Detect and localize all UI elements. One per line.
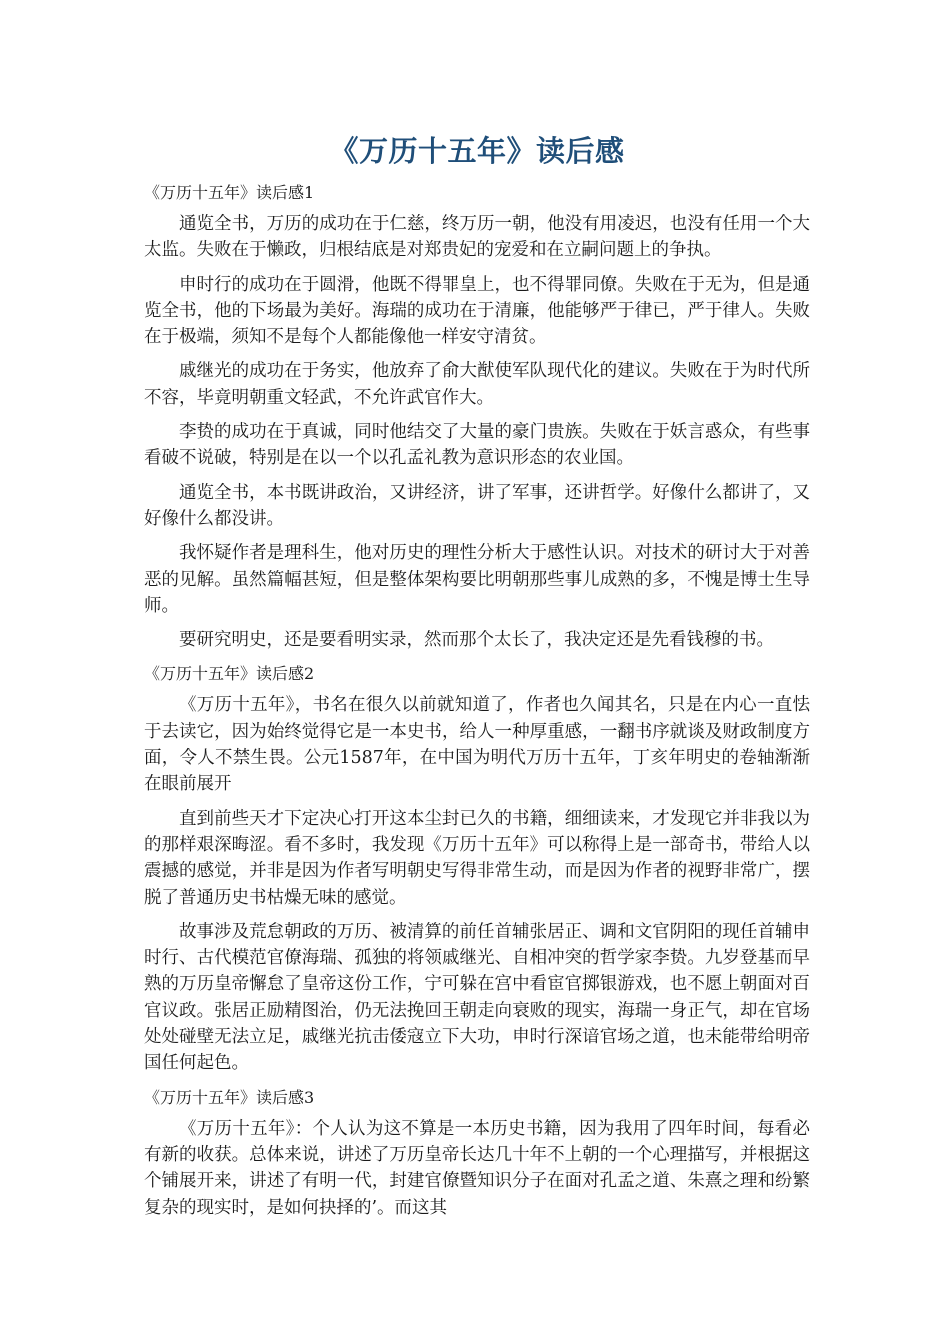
paragraph: 《万历十五年》，书名在很久以前就知道了，作者也久闻其名，只是在内心一直怯于去读它，因为始终觉得它是一本史书，给人一种厚重感，一翻书序就谈及财政制度方面，令人不禁生畏。公元1587年，在中国为明代万历十五年，丁亥年明史的卷轴渐渐在眼前展开 [144, 695, 810, 795]
essay-section-1 [144, 180, 810, 653]
paragraph: 《万历十五年》：个人认为这不算是一本历史书籍，因为我用了四年时间，每看必有新的收获。总体来说，讲述了万历皇帝长达几十年不上朝的一个心理描写，并根据这个铺展开来，讲述了有明一代，封建官僚暨知识分子在面对孔孟之道、朱熹之理和纷繁复杂的现实时，是如何抉择的’。而这其 [144, 1118, 810, 1218]
paragraph: 要研究明史，还是要看明实录，然而那个太长了，我决定还是先看钱穆的书。 [179, 630, 774, 651]
paragraph: 李贽的成功在于真诚，同时他结交了大量的豪门贵族。失败在于妖言惑众，有些事看破不说破，特别是在以一个以孔孟礼教为意识形态的农业国。 [144, 422, 810, 469]
section-heading: 《万历十五年》读后感3 [144, 1087, 315, 1107]
section-heading: 《万历十五年》读后感1 [144, 183, 315, 202]
paragraph: 我怀疑作者是理科生，他对历史的理性分析大于感性认识。对技术的研讨大于对善恶的见解。虽然篇幅甚短，但是整体架构要比明朝那些事儿成熟的多，不愧是博士生导师。 [144, 543, 810, 616]
document-page [144, 128, 810, 1229]
paragraph: 戚继光的成功在于务实，他放弃了俞大猷使军队现代化的建议。失败在于为时代所不容，毕竟明朝重文轻武，不允许武官作大。 [144, 361, 810, 408]
paragraph: 故事涉及荒怠朝政的万历、被清算的前任首辅张居正、调和文官阴阳的现任首辅申时行、古代模范官僚海瑞、孤独的将领戚继光、自相冲突的哲学家李贽。九岁登基而早熟的万历皇帝懈怠了皇帝这份工作，宁可躲在宫中看宦官掷银游戏，也不愿上朝面对百官议政。张居正励精图治，仍无法挽回王朝走向衰败的现实，海瑞一身正气，却在官场处处碰壁无法立足，戚继光抗击倭寇立下大功，申时行深谙官场之道，也未能带给明帝国任何起色。 [144, 921, 810, 1074]
section-heading: 《万历十五年》读后感2 [144, 664, 315, 684]
paragraph: 直到前些天才下定决心打开这本尘封已久的书籍，细细读来，才发现它并非我以为的那样艰深晦涩。看不多时，我发现《万历十五年》可以称得上是一部奇书，带给人以震撼的感觉，并非是因为作者写明朝史写得非常生动，而是因为作者的视野非常广，摆脱了普通历史书枯燥无味的感觉。 [144, 808, 810, 908]
paragraph: 通览全书，本书既讲政治，又讲经济，讲了军事，还讲哲学。好像什么都讲了，又好像什么都没讲。 [144, 482, 810, 529]
essay-section-2 [144, 661, 810, 1076]
essay-section-3 [144, 1085, 810, 1221]
paragraph: 通览全书，万历的成功在于仁慈，终万历一朝，他没有用凌迟，也没有任用一个大太监。失败在于懒政，归根结底是对郑贵妃的宠爱和在立嗣问题上的争执。 [144, 214, 810, 261]
document-title: 《万历十五年》读后感 [329, 134, 625, 168]
paragraph: 申时行的成功在于圆滑，他既不得罪皇上，也不得罪同僚。失败在于无为，但是通览全书，他的下场最为美好。海瑞的成功在于清廉，他能够严于律已，严于律人。失败在于极端，须知不是每个人都能像他一样安守清贫。 [144, 274, 810, 348]
